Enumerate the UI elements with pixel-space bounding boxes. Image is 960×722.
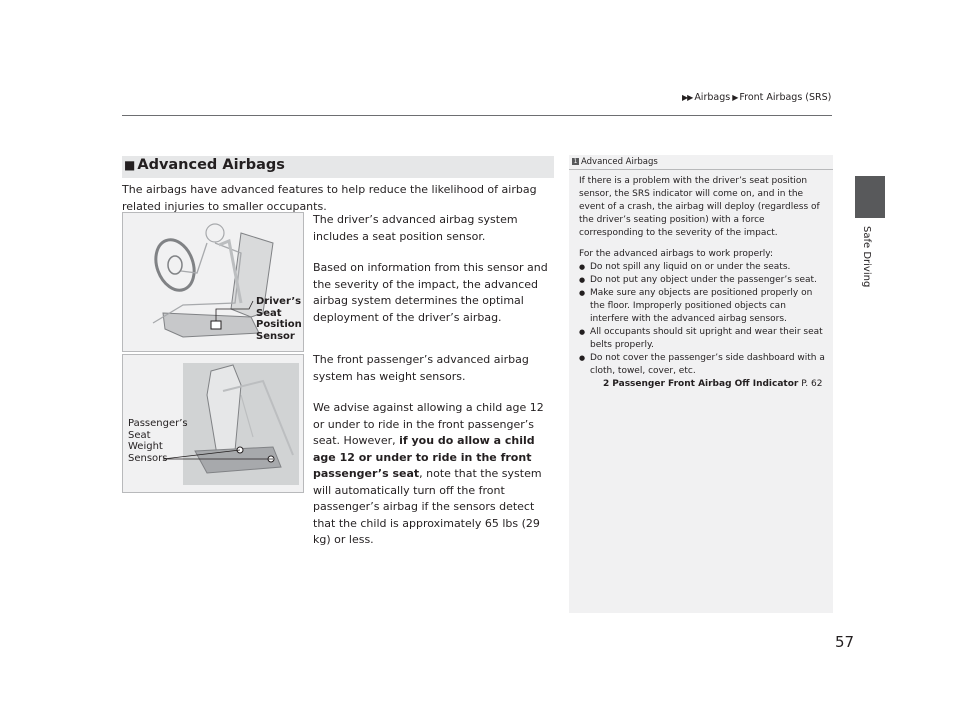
driver-sensor-callout bbox=[256, 296, 302, 342]
chapter-label: Safe Driving bbox=[861, 226, 872, 288]
cross-reference-link[interactable] bbox=[579, 378, 827, 391]
child-advice-emphasis: if you do allow a child age 12 or under to ride in the front passenger’s seat bbox=[313, 434, 535, 480]
callout-line: Seat bbox=[128, 429, 151, 441]
sidenote-list-intro: For the advanced airbags to work properly: bbox=[579, 249, 774, 259]
callout-line: Passenger’s bbox=[128, 418, 188, 429]
section-title bbox=[124, 157, 285, 173]
sidenote-body bbox=[579, 175, 827, 391]
chapter-tab bbox=[855, 176, 885, 218]
reference-title: Passenger Front Airbag Off Indicator bbox=[612, 379, 799, 389]
callout-line: Seat bbox=[256, 307, 282, 319]
intro-paragraph: The airbags have advanced features to help reduce the likelihood of airbag related injuries to smaller occupants. bbox=[122, 183, 537, 213]
sidenote-header bbox=[572, 157, 658, 167]
sidenote-list bbox=[579, 261, 827, 378]
breadcrumb-arrow-icon: ▶▶ bbox=[682, 93, 693, 102]
list-item: ● Do not put any object under the passenger’s seat. bbox=[579, 274, 827, 287]
note-number-icon: 1 bbox=[573, 158, 578, 165]
list-item: ● Do not cover the passenger’s side dashboard with a cloth, towel, cover, etc. bbox=[579, 352, 827, 378]
breadcrumb-airbags: Airbags bbox=[694, 92, 731, 103]
sidenote-paragraph: If there is a problem with the driver’s seat position sensor, the SRS indicator will come on, and in the event of a crash, the airbag will deploy (regardless of the driver’s seating position) with a force corresponding to the severity of the impact. bbox=[579, 176, 820, 238]
reference-page: P. 62 bbox=[801, 379, 823, 389]
child-advice-text-2: , note that the system will automatically turn off the front passenger’s airbag if the sensors detect that the child is approximately 65 lbs (29 kg) or less. bbox=[313, 467, 542, 546]
sidenote-title: Advanced Airbags bbox=[581, 157, 658, 167]
paragraph-deployment: Based on information from this sensor and the severity of the impact, the advanced airbag system determines the optimal deployment of the driver’s airbag. bbox=[313, 261, 548, 324]
callout-line: Sensors bbox=[128, 452, 168, 464]
header-rule bbox=[122, 115, 832, 116]
list-item: ● All occupants should sit upright and wear their seat belts properly. bbox=[579, 326, 827, 352]
reference-arrow-icon: 2 bbox=[603, 379, 610, 389]
paragraph-driver-sensor: The driver’s advanced airbag system includes a seat position sensor. bbox=[313, 213, 518, 243]
child-advice-text: We advise against allowing a child age 12 or under to ride in the front passenger’s seat. However, bbox=[313, 401, 544, 447]
callout-line: Position bbox=[256, 319, 302, 330]
page-number: 57 bbox=[835, 633, 855, 651]
list-item: ● Do not spill any liquid on or under the seats. bbox=[579, 261, 827, 274]
callout-line: Sensor bbox=[256, 330, 295, 342]
section-title-text: Advanced Airbags bbox=[137, 157, 285, 173]
paragraph-child-advice bbox=[313, 400, 555, 549]
breadcrumb-arrow-icon: ▶ bbox=[732, 93, 738, 102]
callout-line: Driver’s bbox=[256, 296, 302, 307]
callout-line: Weight bbox=[128, 441, 163, 452]
breadcrumb bbox=[680, 92, 831, 103]
section-marker-icon: ■ bbox=[124, 158, 136, 172]
paragraph-passenger-sensor: The front passenger’s advanced airbag system has weight sensors. bbox=[313, 353, 529, 383]
list-item: ● Make sure any objects are positioned properly on the floor. Improperly positioned objects can interfere with the advanced airbag sensors. bbox=[579, 287, 827, 326]
passenger-sensor-callout bbox=[128, 418, 188, 464]
breadcrumb-front-airbags: Front Airbags (SRS) bbox=[739, 92, 832, 103]
sidenote-rule bbox=[569, 169, 833, 170]
